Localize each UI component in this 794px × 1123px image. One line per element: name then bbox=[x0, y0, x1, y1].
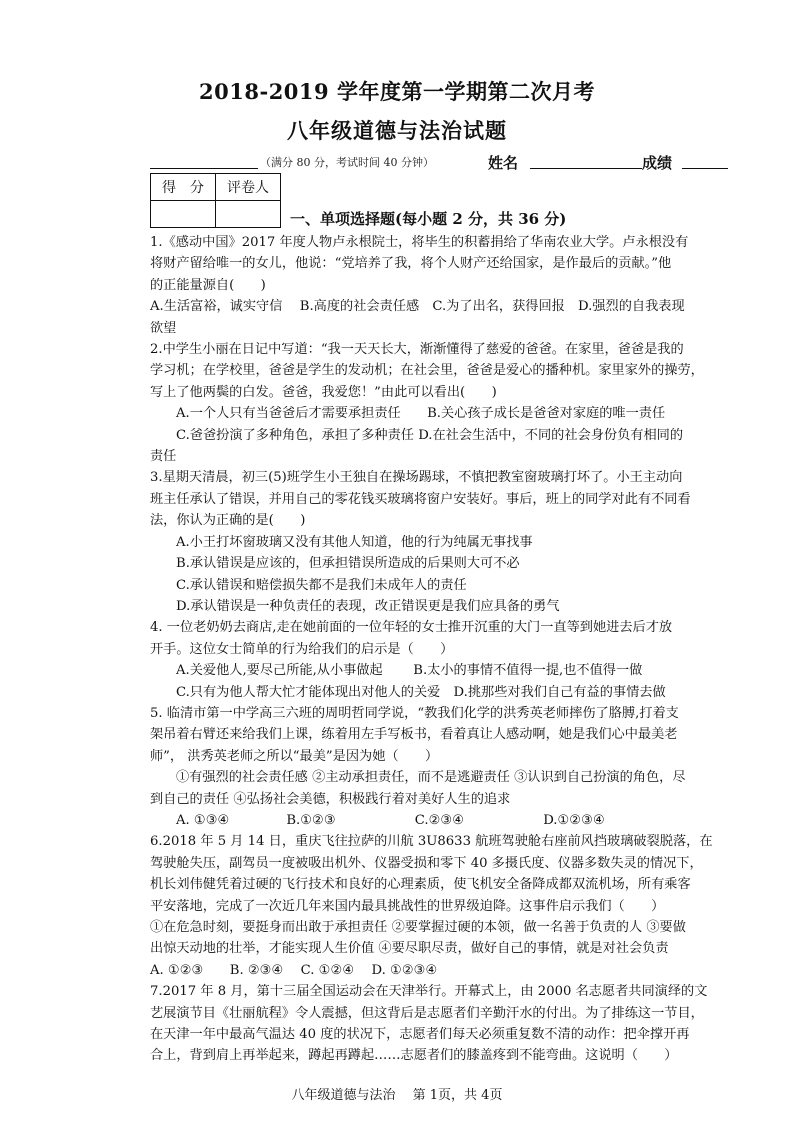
section-title: 一、单项选择题(每小题 2 分，共 36 分) bbox=[290, 210, 567, 228]
text-line: 在天津一年中最高气温达 40 度的状况下，志愿者们每天必须重复数不清的动作：把伞撑开再 bbox=[150, 1027, 690, 1043]
text-line: 师”， 洪秀英老师之所以“最美”是因为她（ ） bbox=[150, 748, 439, 764]
text-line: B.承认错误是应该的，但承担错误所造成的后果则大可不必 bbox=[176, 556, 520, 572]
score-blank[interactable] bbox=[682, 168, 728, 169]
text-line: 平安落地，完成了一次近几年来国内最具挑战性的世界级迫降。这事件启示我们（ ） bbox=[150, 898, 665, 914]
text-line: 6.2018 年 5 月 14 日，重庆飞往拉萨的川航 3U8633 航班驾驶舱右座前风挡玻璃破裂脱落，在 bbox=[150, 834, 713, 850]
text-line: D.承认错误是一种负责任的表现，改正错误更是我们应具备的勇气 bbox=[176, 598, 560, 614]
text-line: 出惊天动地的壮举，才能实现人生价值 ④要尽职尽责，做好自己的事情，就是对社会负责 bbox=[150, 941, 669, 957]
text-line: 机长刘伟健凭着过硬的飞行技术和良好的心理素质，使飞机安全备降成都双流机场，所有乘客 bbox=[150, 877, 691, 893]
text-line: C.爸爸扮演了多种角色，承担了多种责任 D.在社会生活中，不同的社会身份负有相同的 bbox=[176, 427, 684, 443]
name-label: 姓名 bbox=[488, 154, 519, 172]
exam-note: （满分 80 分，考试时间 40 分钟） bbox=[260, 156, 434, 169]
score-table bbox=[150, 173, 281, 228]
grader-header: 评卷人 bbox=[216, 174, 281, 201]
info-row bbox=[150, 152, 730, 174]
text-line: 的正能量源自( ) bbox=[150, 277, 266, 293]
exam-subtitle: 八年级道德与法治试题 bbox=[287, 118, 507, 143]
text-line: 合上，背到肩上再举起来，蹲起再蹲起……志愿者们的膝盖疼到不能弯曲。这说明（ ） bbox=[150, 1048, 678, 1064]
text-line: 开手。这位女士简单的行为给我们的启示是（ ） bbox=[150, 641, 454, 657]
text-line: A.小王打坏窗玻璃又没有其他人知道，他的行为纯属无事找事 bbox=[176, 534, 533, 550]
text-line: 4. 一位老奶奶去商店,走在她前面的一位年轻的女士推开沉重的大门一直等到她进去后才放 bbox=[150, 620, 673, 636]
grader-cell[interactable] bbox=[216, 201, 281, 228]
text-line: 驾驶舱失压，副驾员一度被吸出机外、仪器受损和零下 40 多摄氏度、仪器多数失灵的情况下， bbox=[150, 855, 703, 871]
score-header: 得 分 bbox=[151, 174, 216, 201]
page-footer: 八年级道德与法治 第 1页，共 4页 bbox=[291, 1088, 503, 1103]
text-line: 将财产留给唯一的女儿，他说：“党培养了我，将个人财产还给国家，是作最后的贡献。”他 bbox=[150, 256, 672, 272]
score-label: 成绩 bbox=[642, 154, 673, 172]
text-line: A.生活富裕，诚实守信 B.高度的社会责任感 C.为了出名，获得回报 D.强烈的自我表现 bbox=[150, 299, 685, 315]
text-line: ①有强烈的社会责任感 ②主动承担责任，而不是逃避责任 ③认识到自己扮演的角色，尽 bbox=[176, 770, 686, 786]
text-line: 艺展演节目《壮丽航程》令人震撼，但这背后是志愿者们辛勤汗水的付出。为了排练这一节目， bbox=[150, 1005, 704, 1021]
text-line: A.一个人只有当爸爸后才需要承担责任 B.关心孩子成长是爸爸对家庭的唯一责任 bbox=[176, 406, 666, 422]
text-line: A. ①②③ B. ②③④ C. ①②④ D. ①②③④ bbox=[150, 962, 438, 978]
blank-line bbox=[150, 168, 258, 169]
text-line: 责任 bbox=[150, 449, 177, 465]
text-line: A. ①③④ B.①②③ C.②③④ D.①②③④ bbox=[176, 812, 605, 828]
text-line: ①在危急时刻，要挺身而出敢于承担责任 ②要掌握过硬的本领，做一名善于负责的人 ③要做 bbox=[150, 920, 686, 935]
text-line: 写上了他两鬓的白发。爸爸，我爱您！”由此可以看出( ) bbox=[150, 384, 497, 400]
text-line: 学习机；在学校里，爸爸是学生的发动机；在社会里，爸爸是爱心的播种机。家里家外的操劳， bbox=[150, 363, 704, 379]
text-line: 3.星期天清晨，初三(5)班学生小王独自在操场踢球，不慎把教室窗玻璃打坏了。小王主动向 bbox=[150, 470, 683, 486]
text-line: 班主任承认了错误，并用自己的零花钱买玻璃将窗户安装好。事后，班上的同学对此有不同看 bbox=[150, 491, 691, 507]
text-line: 7.2017 年 8 月，第十三届全国运动会在天津举行。开幕式上，由 2000 名志愿者共同演绎的文 bbox=[150, 984, 708, 1000]
text-line: 欲望 bbox=[150, 320, 177, 336]
text-line: 2.中学生小丽在日记中写道：“我一天天长大，渐渐懂得了慈爱的爸爸。在家里，爸爸是我的 bbox=[150, 342, 684, 358]
text-line: 到自己的责任 ④弘扬社会美德，积极践行着对美好人生的追求 bbox=[150, 791, 511, 807]
text-line: A.关爱他人,要尽己所能,从小事做起 B.太小的事情不值得一提,也不值得一做 bbox=[176, 663, 643, 679]
question-content bbox=[150, 232, 720, 1067]
text-line: C.承认错误和赔偿损失都不是我们未成年人的责任 bbox=[176, 577, 467, 593]
text-line: 1.《感动中国》2017 年度人物卢永根院士，将毕生的积蓄捐给了华南农业大学。卢永根没有 bbox=[150, 235, 689, 250]
score-cell[interactable] bbox=[151, 201, 216, 228]
text-line: 架吊着右臂还来给我们上课，练着用左手写板书，看着真让人感动啊，她是我们心中最美老 bbox=[150, 727, 678, 743]
exam-title: 2018-2019 学年度第一学期第二次月考 bbox=[199, 79, 595, 104]
text-line: 5. 临清市第一中学高三六班的周明哲同学说，“教我们化学的洪秀英老师摔伤了胳膊,打着支 bbox=[150, 705, 679, 721]
text-line: C.只有为他人帮大忙才能体现出对他人的关爱 D.挑那些对我们自己有益的事情去做 bbox=[176, 684, 666, 700]
name-blank[interactable] bbox=[530, 168, 642, 169]
text-line: 法，你认为正确的是( ) bbox=[150, 513, 306, 529]
